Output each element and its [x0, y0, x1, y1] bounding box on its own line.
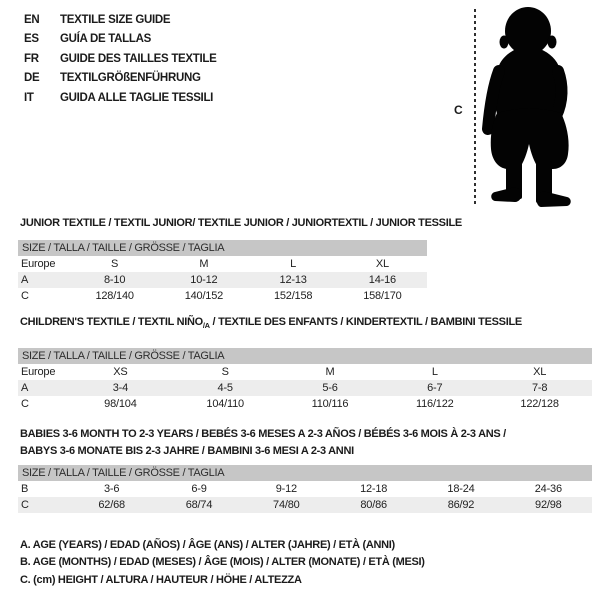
- size-bar-label: SIZE / TALLA / TAILLE / GRÖSSE / TAGLIA: [18, 240, 427, 256]
- cell: 6-7: [382, 380, 487, 396]
- size-bar-label: SIZE / TALLA / TAILLE / GRÖSSE / TAGLIA: [18, 465, 592, 481]
- babies-title-line2: BABYS 3-6 MONATE BIS 2-3 JAHRE / BAMBINI 3-6 MESI A 2-3 ANNI: [20, 445, 354, 457]
- col-header: S: [221, 366, 229, 378]
- cell: 12-13: [249, 272, 338, 288]
- cell: 92/98: [505, 497, 592, 513]
- row-label: C: [18, 497, 68, 513]
- babies-size-table: [18, 465, 592, 513]
- footnote-legend: [20, 537, 425, 589]
- row-label: A: [18, 272, 70, 288]
- column-header-row: [18, 256, 427, 272]
- footnote-c: C. (cm) HEIGHT / ALTURA / HAUTEUR / HÖHE / ALTEZZA: [20, 573, 302, 586]
- cell: 7-8: [487, 380, 592, 396]
- cell: 5-6: [278, 380, 383, 396]
- footnote-b: B. AGE (MONTHS) / EDAD (MESES) / ÂGE (MOIS) / ALTER (MONATE) / ETÀ (MESI): [20, 556, 425, 569]
- cell: 3-4: [68, 380, 173, 396]
- cell: 9-12: [275, 483, 297, 495]
- table-row-age: [18, 272, 427, 288]
- size-header-bar: [18, 465, 592, 481]
- height-dimension-label: C: [454, 103, 463, 117]
- col-header: L: [431, 366, 438, 378]
- table-row-height: [18, 497, 592, 513]
- size-header-bar: [18, 348, 592, 364]
- toddler-silhouette-icon: [482, 5, 574, 208]
- cell: 140/152: [184, 290, 224, 302]
- cell: 86/92: [417, 497, 504, 513]
- junior-size-table: [18, 240, 427, 304]
- table-row-height: [18, 396, 592, 412]
- babies-title-line1: BABIES 3-6 MONTH TO 2-3 YEARS / BEBÉS 3-6 MESES A 2-3 AÑOS / BÉBÉS 3-6 MOIS À 2-3 ANS /: [20, 428, 506, 440]
- table-row-age: [18, 380, 592, 396]
- table-row-months: [18, 481, 592, 497]
- cell: 98/104: [104, 398, 137, 410]
- lang-row-de: [24, 69, 217, 88]
- lang-title: GUIDE DES TAILLES TEXTILE: [60, 52, 217, 65]
- cell: 104/110: [206, 398, 244, 410]
- lang-row-es: [24, 30, 217, 49]
- row-label: B: [21, 483, 29, 495]
- babies-table-title: [20, 426, 506, 460]
- region-label: Europe: [21, 258, 56, 270]
- lang-code: ES: [24, 33, 39, 46]
- col-header: XL: [375, 258, 389, 270]
- col-header: XS: [113, 366, 128, 378]
- size-bar-label: SIZE / TALLA / TAILLE / GRÖSSE / TAGLIA: [18, 348, 592, 364]
- region-label: Europe: [21, 366, 56, 378]
- cell: 12-18: [360, 483, 388, 495]
- cell: 10-12: [159, 272, 248, 288]
- cell: 24-36: [534, 483, 562, 495]
- children-title-suffix: / TEXTILE DES ENFANTS / KINDERTEXTIL / BAMBINI TESSILE: [209, 316, 522, 328]
- cell: 14-16: [338, 272, 427, 288]
- children-title-subscript: /A: [202, 321, 210, 331]
- language-title-list: [24, 11, 217, 108]
- cell: 4-5: [173, 380, 278, 396]
- lang-row-en: [24, 11, 217, 30]
- cell: 68/74: [155, 497, 242, 513]
- lang-code: FR: [24, 52, 39, 65]
- row-label: A: [18, 380, 68, 396]
- column-header-row: [18, 364, 592, 380]
- size-header-bar: [18, 240, 427, 256]
- lang-row-it: [24, 89, 217, 108]
- cell: 158/170: [363, 290, 402, 302]
- lang-title: GUÍA DE TALLAS: [60, 33, 151, 46]
- cell: 62/68: [68, 497, 155, 513]
- cell: 152/158: [273, 290, 313, 302]
- cell: 74/80: [243, 497, 330, 513]
- lang-code: IT: [24, 91, 34, 104]
- cell: 6-9: [191, 483, 207, 495]
- junior-table-title: JUNIOR TEXTILE / TEXTIL JUNIOR/ TEXTILE JUNIOR / JUNIORTEXTIL / JUNIOR TESSILE: [20, 217, 462, 229]
- cell: 80/86: [330, 497, 417, 513]
- footnote-a: A. AGE (YEARS) / EDAD (AÑOS) / ÂGE (ANS) / ALTER (JAHRE) / ETÀ (ANNI): [20, 539, 395, 551]
- cell: 3-6: [104, 483, 120, 495]
- col-header: L: [290, 258, 297, 270]
- col-header: M: [199, 258, 209, 270]
- lang-code: DE: [24, 72, 40, 85]
- table-row-height: [18, 288, 427, 304]
- col-header: XL: [533, 366, 547, 378]
- height-dimension-line: [474, 9, 476, 206]
- lang-title: TEXTILGRÖßENFÜHRUNG: [60, 72, 201, 85]
- children-size-table: [18, 348, 592, 412]
- lang-title: TEXTILE SIZE GUIDE: [60, 14, 171, 26]
- cell: 18-24: [447, 483, 475, 495]
- cell: 128/140: [95, 290, 134, 302]
- lang-row-fr: [24, 50, 217, 69]
- cell: 8-10: [70, 272, 159, 288]
- children-title-prefix: CHILDREN'S TEXTILE / TEXTIL NIÑO: [20, 316, 203, 328]
- cell: 122/128: [520, 398, 559, 410]
- row-label: C: [21, 290, 29, 302]
- col-header: M: [325, 366, 335, 378]
- lang-code: EN: [24, 14, 40, 26]
- row-label: C: [21, 398, 29, 410]
- lang-title: GUIDA ALLE TAGLIE TESSILI: [60, 91, 214, 104]
- col-header: S: [111, 258, 119, 270]
- children-table-title: [20, 316, 522, 330]
- cell: 110/116: [311, 398, 349, 410]
- cell: 116/122: [416, 398, 454, 410]
